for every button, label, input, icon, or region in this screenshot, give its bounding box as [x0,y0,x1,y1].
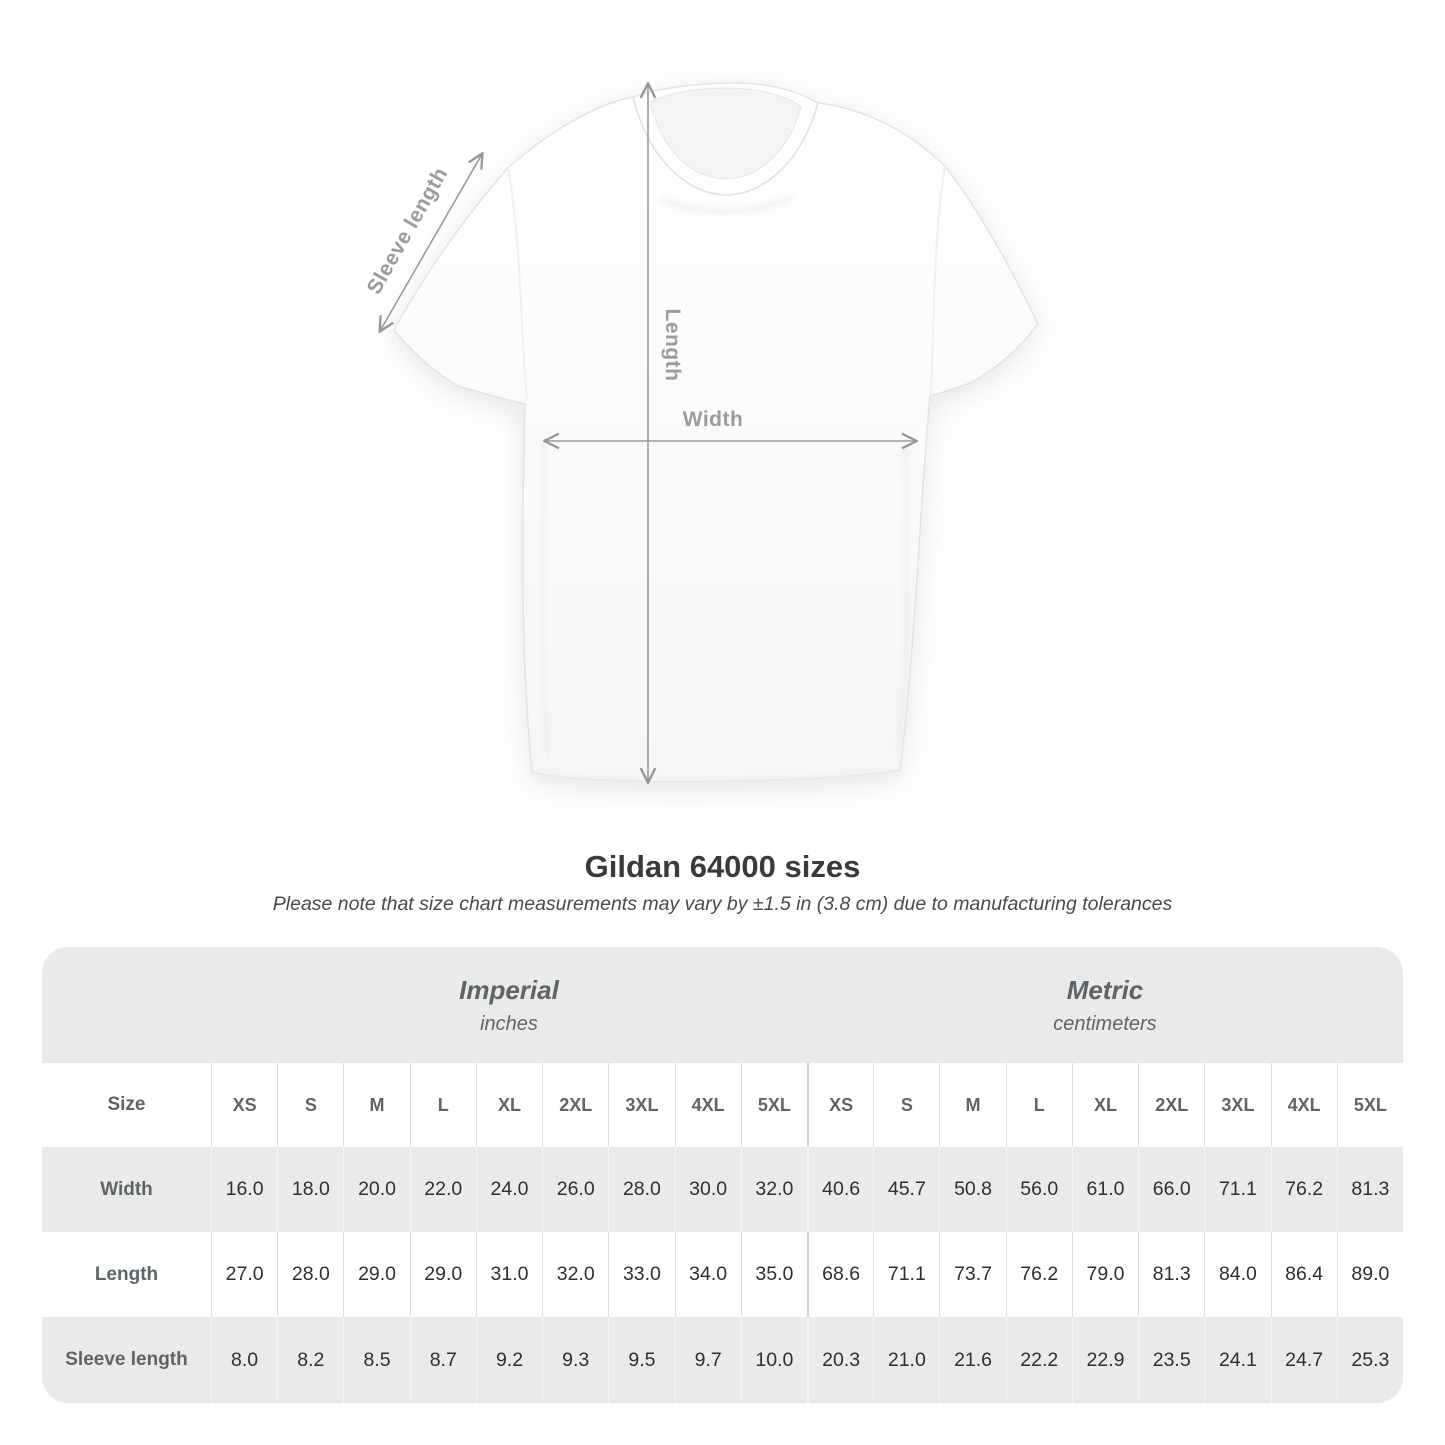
sleeve-cell: 8.7 [410,1317,476,1403]
sleeve-cell: 22.9 [1072,1317,1138,1403]
size-col-header: XL [1072,1063,1138,1147]
chart-title: Gildan 64000 sizes [584,849,861,884]
metric-label: Metric [1066,974,1144,1005]
size-col-header: XS [807,1063,873,1147]
size-col-header: 5XL [1337,1063,1403,1147]
sleeve-cell: 8.0 [211,1317,277,1403]
imperial-section-header [211,947,807,1063]
sleeve-cell: 24.1 [1204,1317,1270,1403]
width-cell: 66.0 [1138,1147,1204,1232]
size-col-header: XL [476,1063,542,1147]
length-cell: 81.3 [1138,1232,1204,1317]
length-cell: 84.0 [1204,1232,1270,1317]
length-cell: 73.7 [939,1232,1005,1317]
size-col-header: S [873,1063,939,1147]
size-col-header: S [277,1063,343,1147]
size-col-header: L [410,1063,476,1147]
length-cell: 79.0 [1072,1232,1138,1317]
size-col-header: 5XL [741,1063,807,1147]
length-cell: 68.6 [807,1232,873,1317]
length-cell: 29.0 [343,1232,409,1317]
length-cell: 35.0 [741,1232,807,1317]
imperial-unit: inches [480,1012,538,1035]
size-table [42,947,1403,1403]
width-cell: 24.0 [476,1147,542,1232]
length-cell: 28.0 [277,1232,343,1317]
sleeve-cell: 24.7 [1271,1317,1337,1403]
size-col-header: XS [211,1063,277,1147]
sleeve-cell: 9.7 [675,1317,741,1403]
size-col-header: 4XL [1271,1063,1337,1147]
width-cell: 32.0 [741,1147,807,1232]
length-cell: 71.1 [873,1232,939,1317]
length-cell: 27.0 [211,1232,277,1317]
row-label-sleeve-length: Sleeve length [42,1317,211,1403]
width-cell: 16.0 [211,1147,277,1232]
width-cell: 26.0 [542,1147,608,1232]
sleeve-cell: 8.2 [277,1317,343,1403]
size-col-header: 3XL [608,1063,674,1147]
sleeve-cell: 8.5 [343,1317,409,1403]
sleeve-cell: 9.3 [542,1317,608,1403]
size-col-header: 2XL [542,1063,608,1147]
sleeve-cell: 21.6 [939,1317,1005,1403]
width-cell: 18.0 [277,1147,343,1232]
length-cell: 33.0 [608,1232,674,1317]
width-label: Width [682,408,744,431]
sleeve-cell: 25.3 [1337,1317,1403,1403]
width-cell: 56.0 [1006,1147,1072,1232]
row-label-length: Length [42,1232,211,1317]
width-cell: 76.2 [1271,1147,1337,1232]
row-label-width: Width [42,1147,211,1232]
size-header-label: Size [42,1063,211,1147]
sleeve-cell: 9.5 [608,1317,674,1403]
size-col-header: 3XL [1204,1063,1270,1147]
sleeve-cell: 20.3 [807,1317,873,1403]
width-cell: 45.7 [873,1147,939,1232]
width-cell: 50.8 [939,1147,1005,1232]
band-corner [42,947,211,1063]
width-cell: 40.6 [807,1147,873,1232]
metric-unit: centimeters [1053,1012,1157,1035]
sleeve-length-label: Sleeve length [362,163,453,299]
length-cell: 29.0 [410,1232,476,1317]
width-cell: 20.0 [343,1147,409,1232]
length-cell: 86.4 [1271,1232,1337,1317]
length-cell: 89.0 [1337,1232,1403,1317]
width-cell: 71.1 [1204,1147,1270,1232]
size-col-header: 4XL [675,1063,741,1147]
width-cell: 61.0 [1072,1147,1138,1232]
size-col-header: L [1006,1063,1072,1147]
length-label: Length [661,308,684,382]
size-col-header: 2XL [1138,1063,1204,1147]
sleeve-cell: 23.5 [1138,1317,1204,1403]
width-cell: 30.0 [675,1147,741,1232]
width-cell: 81.3 [1337,1147,1403,1232]
sleeve-cell: 21.0 [873,1317,939,1403]
width-cell: 22.0 [410,1147,476,1232]
tolerance-note: Please note that size chart measurements may vary by ±1.5 in (3.8 cm) due to manufacturing tolerances [272,893,1173,915]
metric-section-header [807,947,1403,1063]
imperial-label: Imperial [459,974,559,1005]
size-col-header: M [939,1063,1005,1147]
width-cell: 28.0 [608,1147,674,1232]
length-cell: 34.0 [675,1232,741,1317]
sleeve-cell: 10.0 [741,1317,807,1403]
length-cell: 76.2 [1006,1232,1072,1317]
tshirt-figure [330,50,1060,830]
length-cell: 32.0 [542,1232,608,1317]
size-col-header: M [343,1063,409,1147]
length-cell: 31.0 [476,1232,542,1317]
sleeve-cell: 22.2 [1006,1317,1072,1403]
sleeve-cell: 9.2 [476,1317,542,1403]
